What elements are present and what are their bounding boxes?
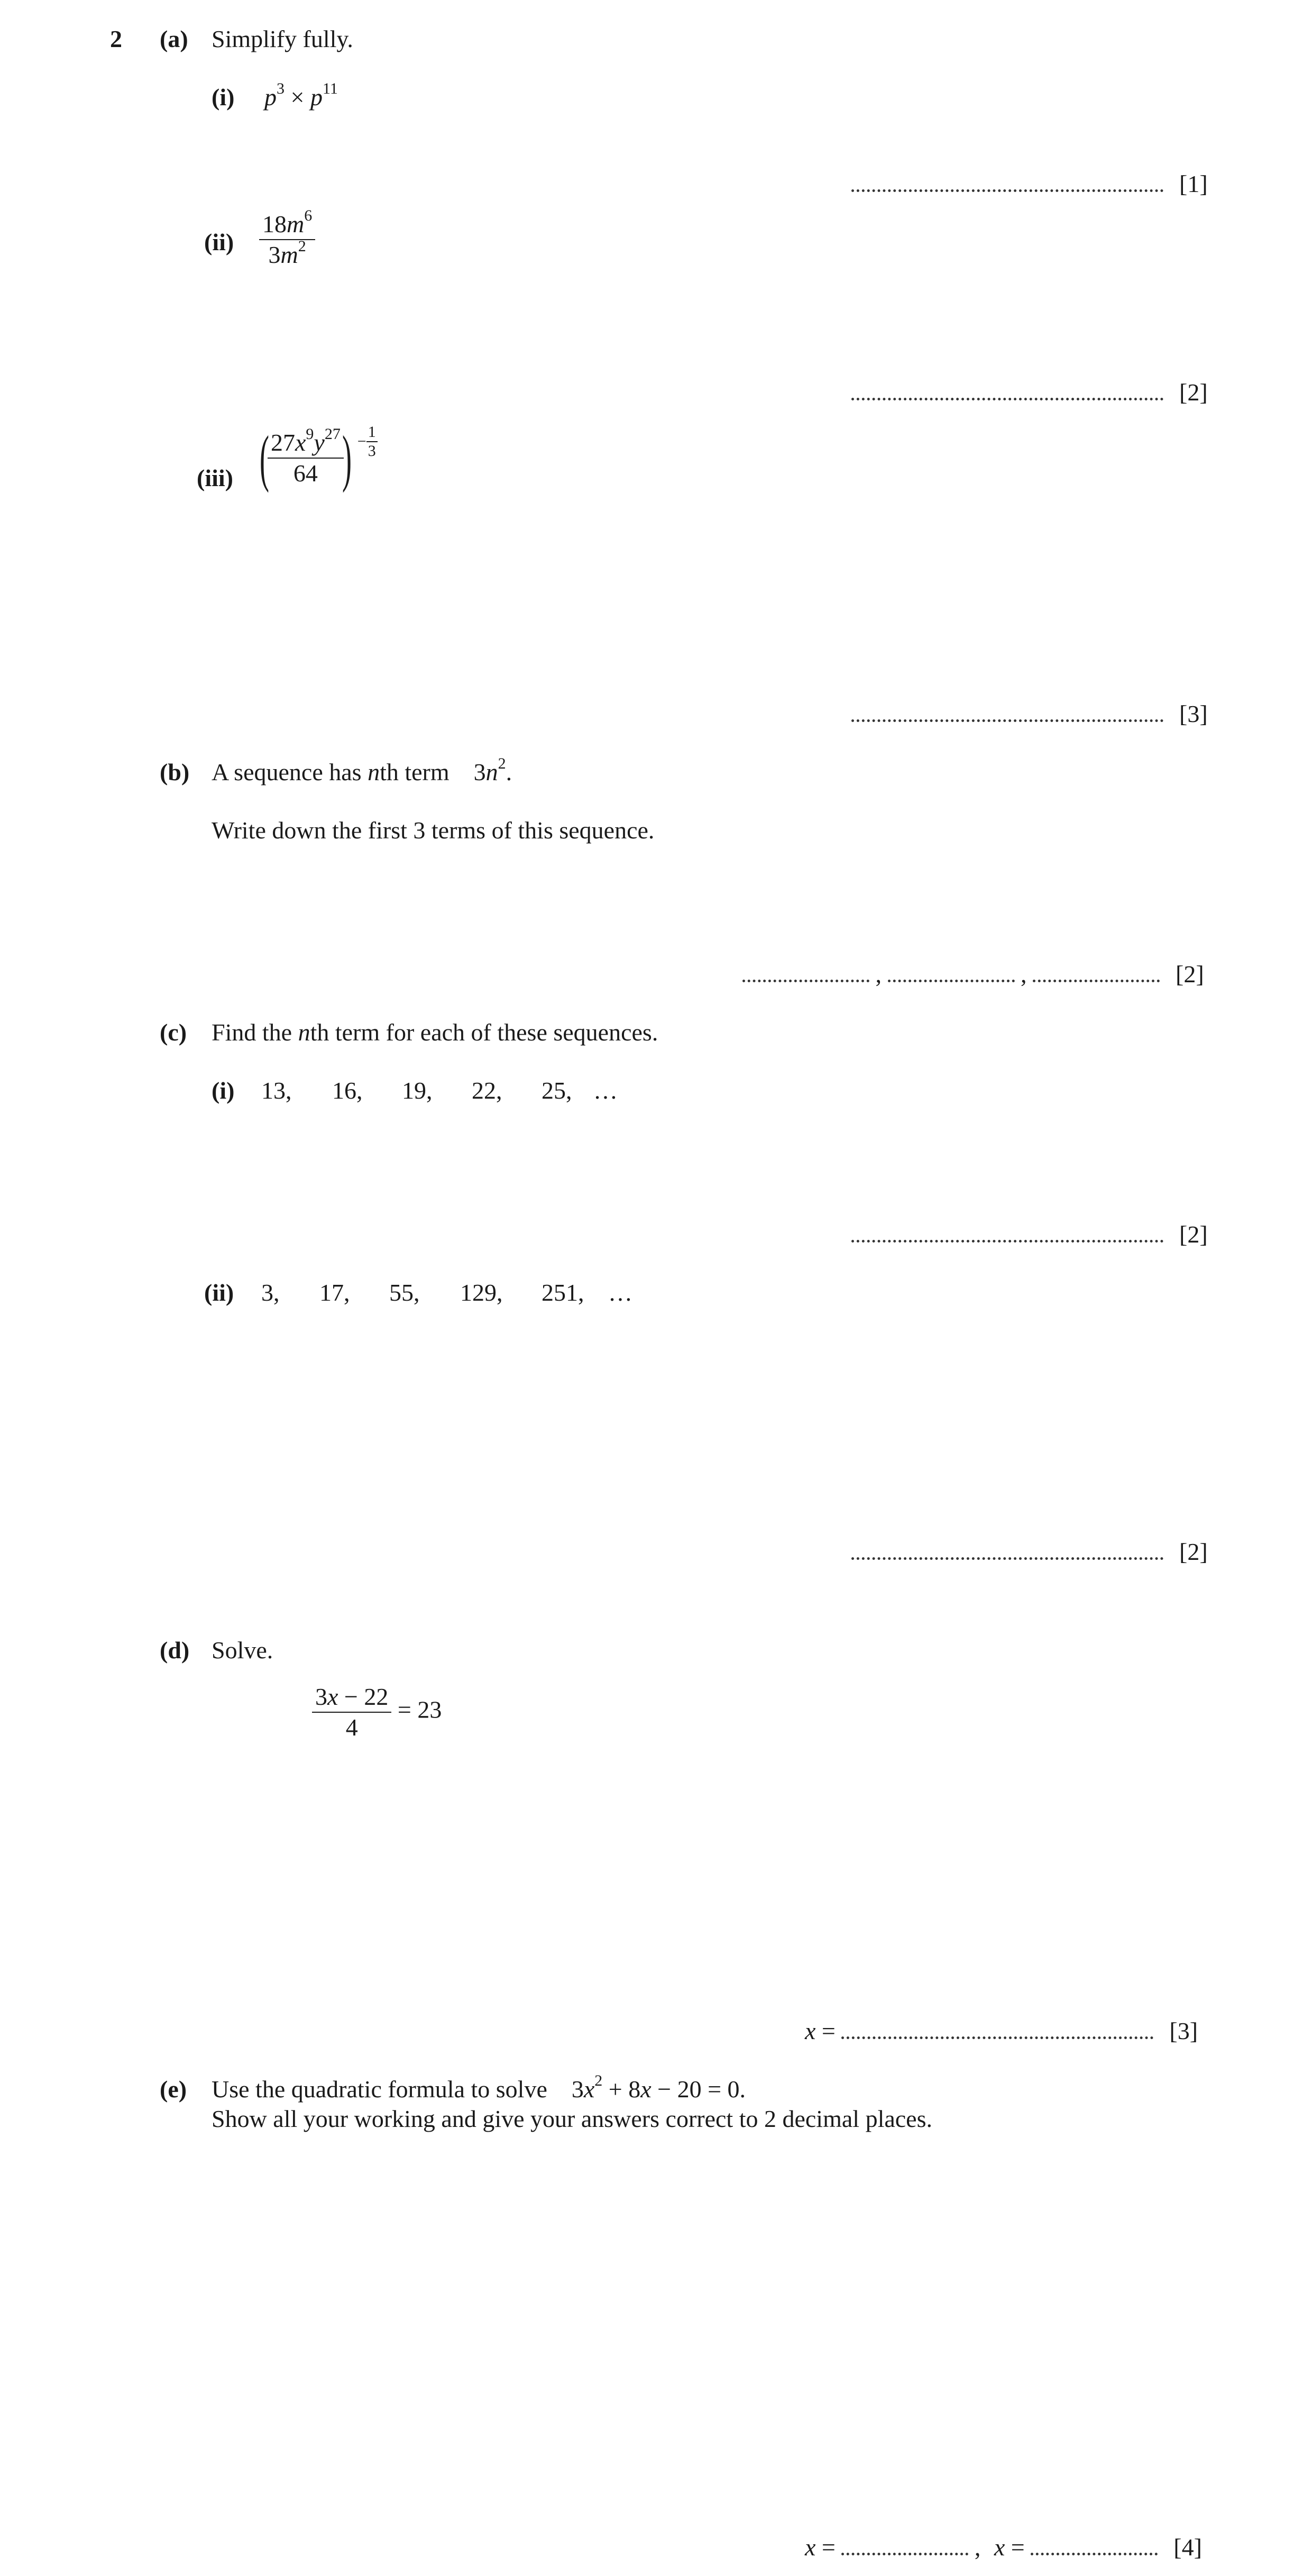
instruction-text: Use the quadratic formula to solve: [212, 2076, 547, 2103]
part-b-label: (b): [160, 759, 190, 785]
part-a-i-expression: [264, 80, 338, 112]
part-a-iii-expression: [254, 423, 378, 516]
part-d-instruction: Solve.: [212, 1637, 273, 1664]
denominator-variable: m: [280, 241, 298, 268]
part-c-i-label: (i): [212, 1077, 235, 1104]
base-p: p: [310, 84, 323, 111]
sequence-ellipsis: …: [608, 1279, 632, 1306]
denominator-exponent: 2: [298, 237, 306, 255]
part-e-instruction: [212, 2072, 746, 2104]
equation-end: − 20 = 0.: [651, 2076, 746, 2103]
times-sign: ×: [290, 84, 305, 111]
mark-allocation: [2]: [1179, 1538, 1208, 1565]
separator: ,: [974, 2534, 981, 2561]
answer-space-term-1[interactable]: [742, 980, 869, 982]
outer-exponent: [357, 423, 378, 460]
answer-space[interactable]: [841, 2036, 1153, 2039]
question-number: 2: [110, 25, 122, 52]
numerator-coefficient: 18: [262, 211, 287, 237]
equals-sign: =: [1005, 2534, 1031, 2561]
equals-sign: =: [815, 2534, 842, 2561]
answer-space-x1[interactable]: [841, 2553, 968, 2555]
statement-text: A sequence has: [212, 759, 368, 785]
numerator-coefficient: 27: [270, 429, 295, 456]
mark-allocation: [2]: [1176, 961, 1204, 988]
numerator-exponent: 6: [304, 207, 313, 224]
equation-coefficient: 3: [571, 2076, 584, 2103]
variable-n: n: [298, 1019, 310, 1046]
exponent-x: 9: [306, 425, 314, 443]
period: .: [506, 759, 512, 785]
answer-variable: x: [805, 2534, 816, 2561]
part-e-label: (e): [160, 2076, 187, 2103]
sequence-term: 251,: [542, 1279, 584, 1306]
variable-n: n: [368, 759, 380, 785]
answer-line-b: [742, 960, 1204, 989]
answer-line-a-i: [851, 169, 1208, 199]
answer-space-term-3[interactable]: [1033, 980, 1160, 982]
term-exponent: 2: [498, 755, 506, 772]
sequence-ellipsis: …: [593, 1077, 618, 1104]
sequence-term: 25,: [542, 1077, 572, 1104]
exponent-denominator: 3: [368, 442, 376, 460]
answer-space-x2[interactable]: [1031, 2553, 1158, 2555]
mark-allocation: [3]: [1179, 700, 1208, 727]
exponent-y: 27: [324, 425, 341, 443]
answer-space[interactable]: [851, 189, 1163, 192]
sequence-term: 13,: [261, 1077, 292, 1104]
exponent-sign: −: [357, 433, 366, 450]
sequence-term: 3,: [261, 1279, 280, 1306]
equation-exponent: 2: [594, 2072, 603, 2089]
part-c-ii-label: (ii): [204, 1279, 234, 1306]
statement-text: th term: [380, 759, 449, 785]
sequence-term: 19,: [402, 1077, 433, 1104]
sequence-term: 55,: [389, 1279, 420, 1306]
part-a-i-label: (i): [212, 84, 235, 111]
base-p: p: [264, 84, 277, 111]
part-c-label: (c): [160, 1019, 187, 1046]
sequence-c-ii: [261, 1278, 632, 1308]
sequence-term: 16,: [332, 1077, 363, 1104]
answer-variable: x: [805, 2017, 816, 2044]
equation-rhs: = 23: [391, 1696, 442, 1723]
variable-y: y: [314, 429, 325, 456]
sequence-term: 129,: [460, 1279, 503, 1306]
part-b-instruction: Write down the first 3 terms of this sequence.: [212, 817, 655, 844]
sequence-term: 17,: [319, 1279, 350, 1306]
numerator-constant: − 22: [338, 1683, 389, 1710]
denominator: 4: [345, 1714, 358, 1741]
part-c-instruction: [212, 1018, 658, 1047]
answer-space[interactable]: [851, 398, 1163, 400]
part-a-iii-label: (iii): [197, 464, 233, 491]
part-d-label: (d): [160, 1637, 190, 1664]
sequence-c-i: [261, 1076, 618, 1106]
part-a-instruction: Simplify fully.: [212, 25, 353, 52]
part-a-label: (a): [160, 25, 188, 52]
term-coefficient: 3: [473, 759, 486, 785]
exponent: 11: [322, 80, 338, 97]
equation-term: + 8: [602, 2076, 641, 2103]
answer-space[interactable]: [851, 719, 1163, 722]
part-a-ii-label: (ii): [204, 229, 234, 255]
separator: ,: [1021, 961, 1027, 988]
part-d-equation: [312, 1682, 442, 1742]
part-b-statement: [212, 757, 512, 787]
mark-allocation: [4]: [1173, 2534, 1202, 2561]
answer-line-c-i: [851, 1220, 1208, 1249]
sequence-term: 22,: [472, 1077, 502, 1104]
mark-allocation: [2]: [1179, 379, 1208, 406]
answer-variable: x: [994, 2534, 1005, 2561]
answer-space[interactable]: [851, 1557, 1163, 1560]
numerator-coefficient: 3: [315, 1683, 327, 1710]
answer-line-e: [805, 2533, 1202, 2562]
answer-line-d: [805, 2016, 1198, 2046]
term-variable: n: [485, 759, 498, 785]
separator: ,: [875, 961, 882, 988]
equals-sign: =: [815, 2017, 842, 2044]
variable-x: x: [295, 429, 306, 456]
exponent: 3: [277, 80, 285, 97]
instruction-text: th term for each of these sequences.: [310, 1019, 658, 1046]
answer-space-term-2[interactable]: [888, 980, 1015, 982]
instruction-text: Find the: [212, 1019, 298, 1046]
mark-allocation: [2]: [1179, 1221, 1208, 1248]
answer-space[interactable]: [851, 1240, 1163, 1243]
numerator-variable: x: [327, 1683, 338, 1710]
exponent-numerator: 1: [366, 423, 378, 442]
part-a-ii-fraction: [259, 209, 315, 270]
denominator: 64: [293, 460, 318, 487]
equation-variable: x: [583, 2076, 595, 2103]
denominator-coefficient: 3: [268, 241, 281, 268]
part-e-working-instruction: Show all your working and give your answers correct to 2 decimal places.: [212, 2105, 932, 2132]
answer-line-a-iii: [851, 699, 1208, 729]
mark-allocation: [3]: [1169, 2017, 1198, 2044]
answer-line-c-ii: [851, 1537, 1208, 1567]
numerator-variable: m: [287, 211, 305, 237]
answer-line-a-ii: [851, 378, 1208, 407]
open-paren: (: [259, 423, 269, 493]
equation-variable: x: [640, 2076, 652, 2103]
close-paren: ): [342, 423, 352, 493]
mark-allocation: [1]: [1179, 170, 1208, 197]
